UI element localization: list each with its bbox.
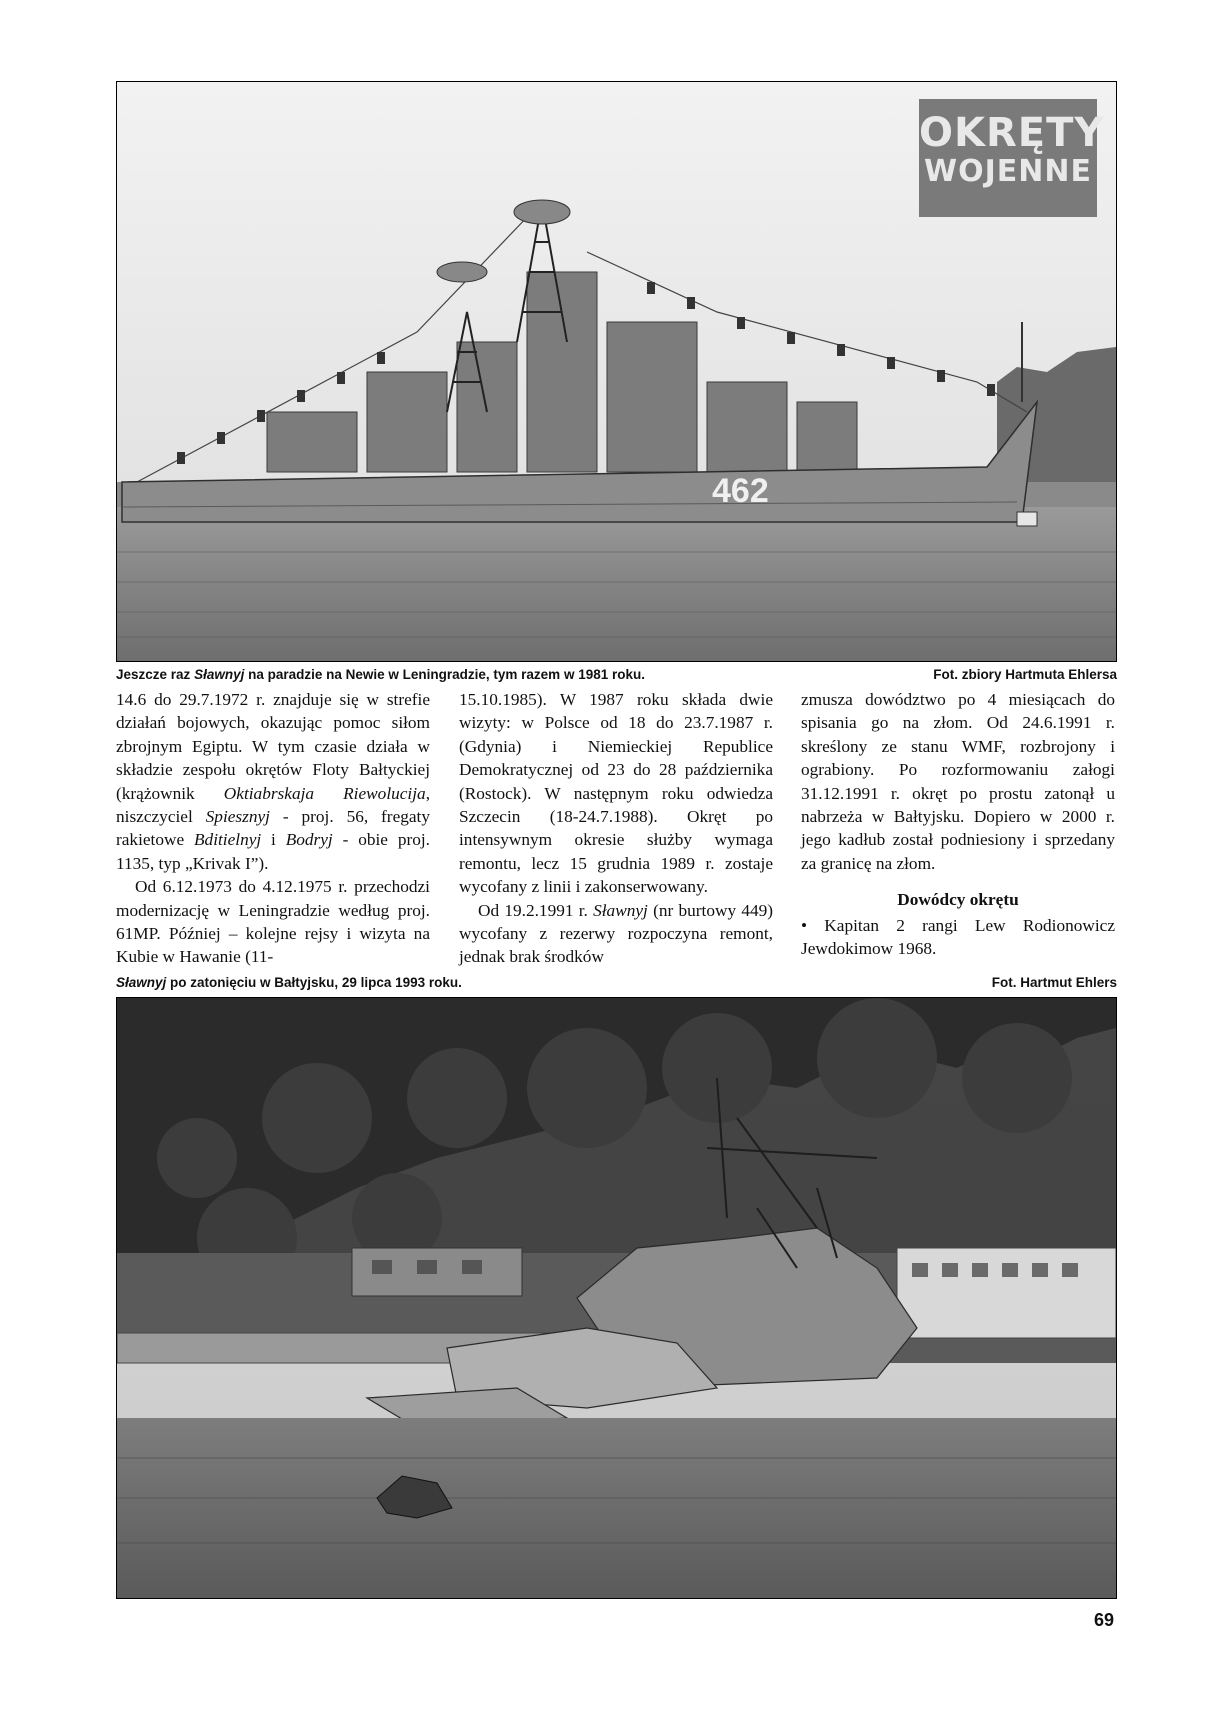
photo2-credit: Fot. Hartmut Ehlers: [991, 975, 1117, 990]
commanders-item: • Kapitan 2 rangi Lew Rodionowicz Jewdokimow 1968.: [801, 915, 1115, 959]
photo2-caption: Sławnyj po zatonięciu w Bałtyjsku, 29 lipca 1993 roku.: [116, 975, 462, 990]
magazine-logo: [919, 99, 1105, 217]
sunken-ship-image: [117, 998, 1116, 1598]
logo-line1: OKRĘTY: [919, 110, 1105, 156]
text-column-1: [116, 688, 430, 969]
col2-paragraph2: Od 19.2.1991 r. Sławnyj (nr burtowy 449) wycofany z rezerwy rozpoczyna remont, jednak brak środków: [459, 900, 774, 967]
col2-paragraph1: 15.10.1985). W 1987 roku składa dwie wizyty: w Polsce od 18 do 23.7.1987 r. (Gdynia) i Niemieckiej Republice Demokratycznej od 23 do 28 października (Rostock). W następnym roku odwiedza Szczecin (18-24.7.1988). Okręt po intensywnym okresie służby wymaga remontu, lecz 15 grudnia 1989 r. zostaje wycofany z linii i zakonserwowany.: [459, 690, 773, 897]
hull-number: 462: [712, 472, 769, 510]
text-column-2: [459, 688, 773, 969]
commanders-heading: Dowódcy okrętu: [897, 890, 1019, 910]
photo1-credit: Fot. zbiory Hartmuta Ehlersa: [933, 667, 1117, 682]
col1-paragraph1: 14.6 do 29.7.1972 r. znajduje się w strefie działań bojowych, okazując pomoc siłom zbrojnym Egiptu. W tym czasie działa w składzie zespołu okrętów Floty Bałtyckiej (krążownik Oktiabrskaja Riewolucija, niszczyciel Spiesznyj - proj. 56, fregaty rakietowe Bditielnyj i Bodryj - obie proj. 1135, typ „Krivak I”).: [116, 690, 431, 873]
page-number: 69: [1093, 1610, 1114, 1630]
photo2-caption-ship: Sławnyj: [116, 975, 167, 990]
col1-paragraph2: Od 6.12.1973 do 4.12.1975 r. przechodzi modernizację w Leningradzie według proj. 61MP. Później – kolejne rejsy i wizyta na Kubie w Hawanie (11-: [116, 877, 430, 967]
text-column-3: [801, 688, 1115, 960]
sunken-ship-photo: [116, 997, 1117, 1599]
photo1-caption-ship: Sławnyj: [194, 667, 245, 682]
logo-line2: WOJENNE: [924, 154, 1092, 189]
photo1-caption: Jeszcze raz Sławnyj na paradzie na Newie w Leningradzie, tym razem w 1981 roku.: [116, 667, 645, 682]
col3-paragraph1: zmusza dowództwo po 4 miesiącach do spisania go na złom. Od 24.6.1991 r. skreślony ze stanu WMF, rozbrojony i ograbiony. Po rozformowaniu załogi 31.12.1991 r. okręt po prostu zatonął u nabrzeża w Bałtyjsku. Dopiero w 2000 r. jego kadłub został podniesiony i sprzedany za granicę na złom.: [801, 690, 1115, 873]
